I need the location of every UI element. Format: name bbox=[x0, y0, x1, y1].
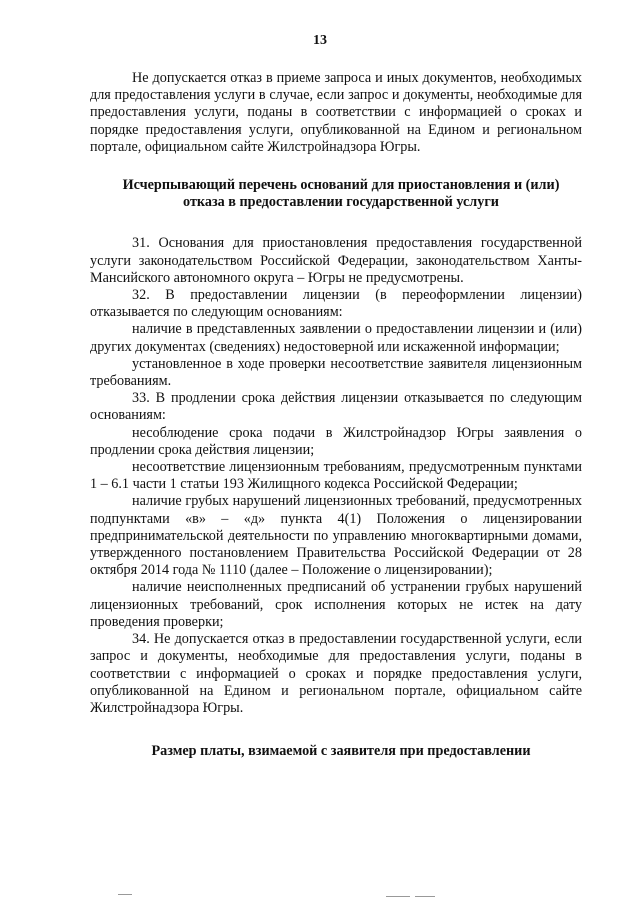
section-heading-refusal-grounds: Исчерпывающий перечень оснований для приостановления и (или) отказа в предоставлении государственной услуги bbox=[122, 177, 560, 211]
paragraph-33-ground-1: несоблюдение срока подачи в Жилстройнадзор Югры заявления о продлении срока действия лицензии; bbox=[90, 424, 582, 458]
paragraph-33: 33. В продлении срока действия лицензии отказывается по следующим основаниям: bbox=[90, 390, 582, 424]
document-body bbox=[90, 70, 582, 760]
paragraph-32: 32. В предоставлении лицензии (в переоформлении лицензии) отказывается по следующим основаниям: bbox=[90, 287, 582, 321]
page-number: 13 bbox=[313, 33, 327, 48]
section-heading-fee: Размер платы, взимаемой с заявителя при предоставлении bbox=[151, 743, 531, 760]
paragraph-33-ground-2: несоответствие лицензионным требованиям, предусмотренным пунктами 1 – 6.1 части 1 статьи 193 Жилищного кодекса Российской Федерации; bbox=[90, 459, 582, 493]
paragraph-33-ground-4: наличие неисполненных предписаний об устранении грубых нарушений лицензионных требований, срок исполнения которых не истек на дату проведения проверки; bbox=[90, 579, 582, 630]
paragraph-34: 34. Не допускается отказ в предоставлении государственной услуги, если запрос и документы, необходимые для предоставления услуги, поданы в соответствии с информацией о сроках и порядке предоставления услуги, опубликованной на Едином и региональном портале, официальном сайте Жилстройнадзора Югры. bbox=[90, 631, 582, 716]
paragraph-32-ground-2: установленное в ходе проверки несоответствие заявителя лицензионным требованиям. bbox=[90, 355, 582, 390]
paragraph-32-ground-1: наличие в представленных заявлении о предоставлении лицензии и (или) других документах (сведениях) недостоверной или искаженной информации; bbox=[90, 321, 582, 355]
paragraph-33-ground-3: наличие грубых нарушений лицензионных требований, предусмотренных подпунктами «в» – «д» пункта 4(1) Положения о лицензировании предпринимательской деятельности по управлению многоквартирными домами, утвержденного постановлением Правительства Российской Федерации от 28 октября 2014 года № 1110 (далее – Положение о лицензировании); bbox=[90, 493, 582, 579]
paragraph-31: 31. Основания для приостановления предоставления государственной услуги законодательством Российской Федерации, законодательством Ханты-Мансийского автономного округа – Югры не предусмотрены. bbox=[90, 235, 582, 286]
intro-paragraph: Не допускается отказ в приеме запроса и иных документов, необходимых для предоставления услуги в случае, если запрос и документы, необходимые для предоставления услуги, поданы в соответствии с информацией о сроках и порядке предоставления услуги, опубликованной на Едином и региональном портале, официальном сайте Жилстройнадзора Югры. bbox=[90, 70, 582, 155]
scan-artifacts bbox=[0, 891, 640, 901]
